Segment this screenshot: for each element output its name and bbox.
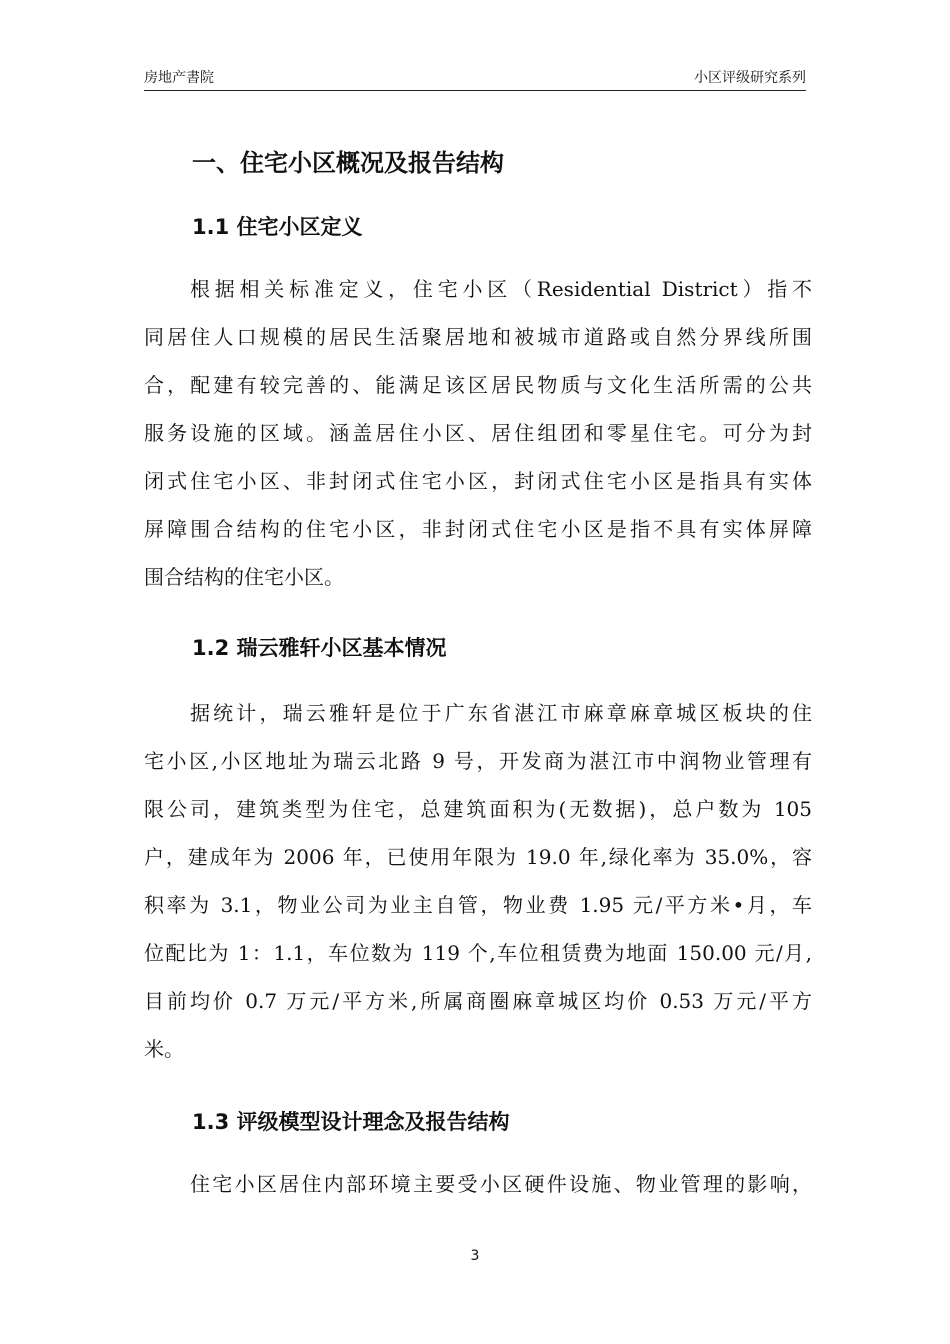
paragraph-line: 围合结构的住宅小区。 <box>144 565 344 589</box>
paragraph-line: 宅小区,小区地址为瑞云北路 9 号，开发商为湛江市中润物业管理有 <box>144 749 812 773</box>
header-series-title: 小区评级研究系列 <box>694 70 806 86</box>
paragraph-line: 限公司，建筑类型为住宅，总建筑面积为(无数据)，总户数为 105 <box>144 797 812 821</box>
paragraph-line: 住宅小区居住内部环境主要受小区硬件设施、物业管理的影响， <box>190 1172 812 1196</box>
paragraph-line: 服务设施的区域。涵盖居住小区、居住组团和零星住宅。可分为封 <box>144 421 812 445</box>
paragraph-line: 目前均价 0.7 万元/平方米,所属商圈麻章城区均价 0.53 万元/平方 <box>144 989 812 1013</box>
paragraph-line: 同居住人口规模的居民生活聚居地和被城市道路或自然分界线所围 <box>144 325 812 349</box>
paragraph-line: 位配比为 1：1.1，车位数为 119 个,车位租赁费为地面 150.00 元/月, <box>144 941 812 965</box>
section-title-1-3: 1.3 评级模型设计理念及报告结构 <box>192 1110 510 1134</box>
paragraph-line: 米。 <box>144 1037 184 1061</box>
paragraph-line: 闭式住宅小区、非封闭式住宅小区，封闭式住宅小区是指具有实体 <box>144 469 812 493</box>
paragraph-line: 据统计，瑞云雅轩是位于广东省湛江市麻章麻章城区板块的住 <box>190 701 812 725</box>
paragraph-definition <box>144 265 812 601</box>
header-publisher: 房地产書院 <box>144 70 214 86</box>
paragraph-model-design <box>144 1160 812 1208</box>
chapter-title: 一、住宅小区概况及报告结构 <box>192 149 504 177</box>
paragraph-line: 积率为 3.1，物业公司为业主自管，物业费 1.95 元/平方米•月，车 <box>144 893 812 917</box>
paragraph-basic-info <box>144 689 812 1073</box>
page-number: 3 <box>470 1248 480 1264</box>
section-title-1-2: 1.2 瑞云雅轩小区基本情况 <box>192 636 447 660</box>
paragraph-line: 户，建成年为 2006 年，已使用年限为 19.0 年,绿化率为 35.0%，容 <box>144 845 812 869</box>
paragraph-line: 根据相关标准定义，住宅小区（Residential District）指不 <box>190 277 812 301</box>
paragraph-line: 合，配建有较完善的、能满足该区居民物质与文化生活所需的公共 <box>144 373 812 397</box>
page-header <box>144 66 806 91</box>
paragraph-line: 屏障围合结构的住宅小区，非封闭式住宅小区是指不具有实体屏障 <box>144 517 812 541</box>
section-title-1-1: 1.1 住宅小区定义 <box>192 215 363 239</box>
